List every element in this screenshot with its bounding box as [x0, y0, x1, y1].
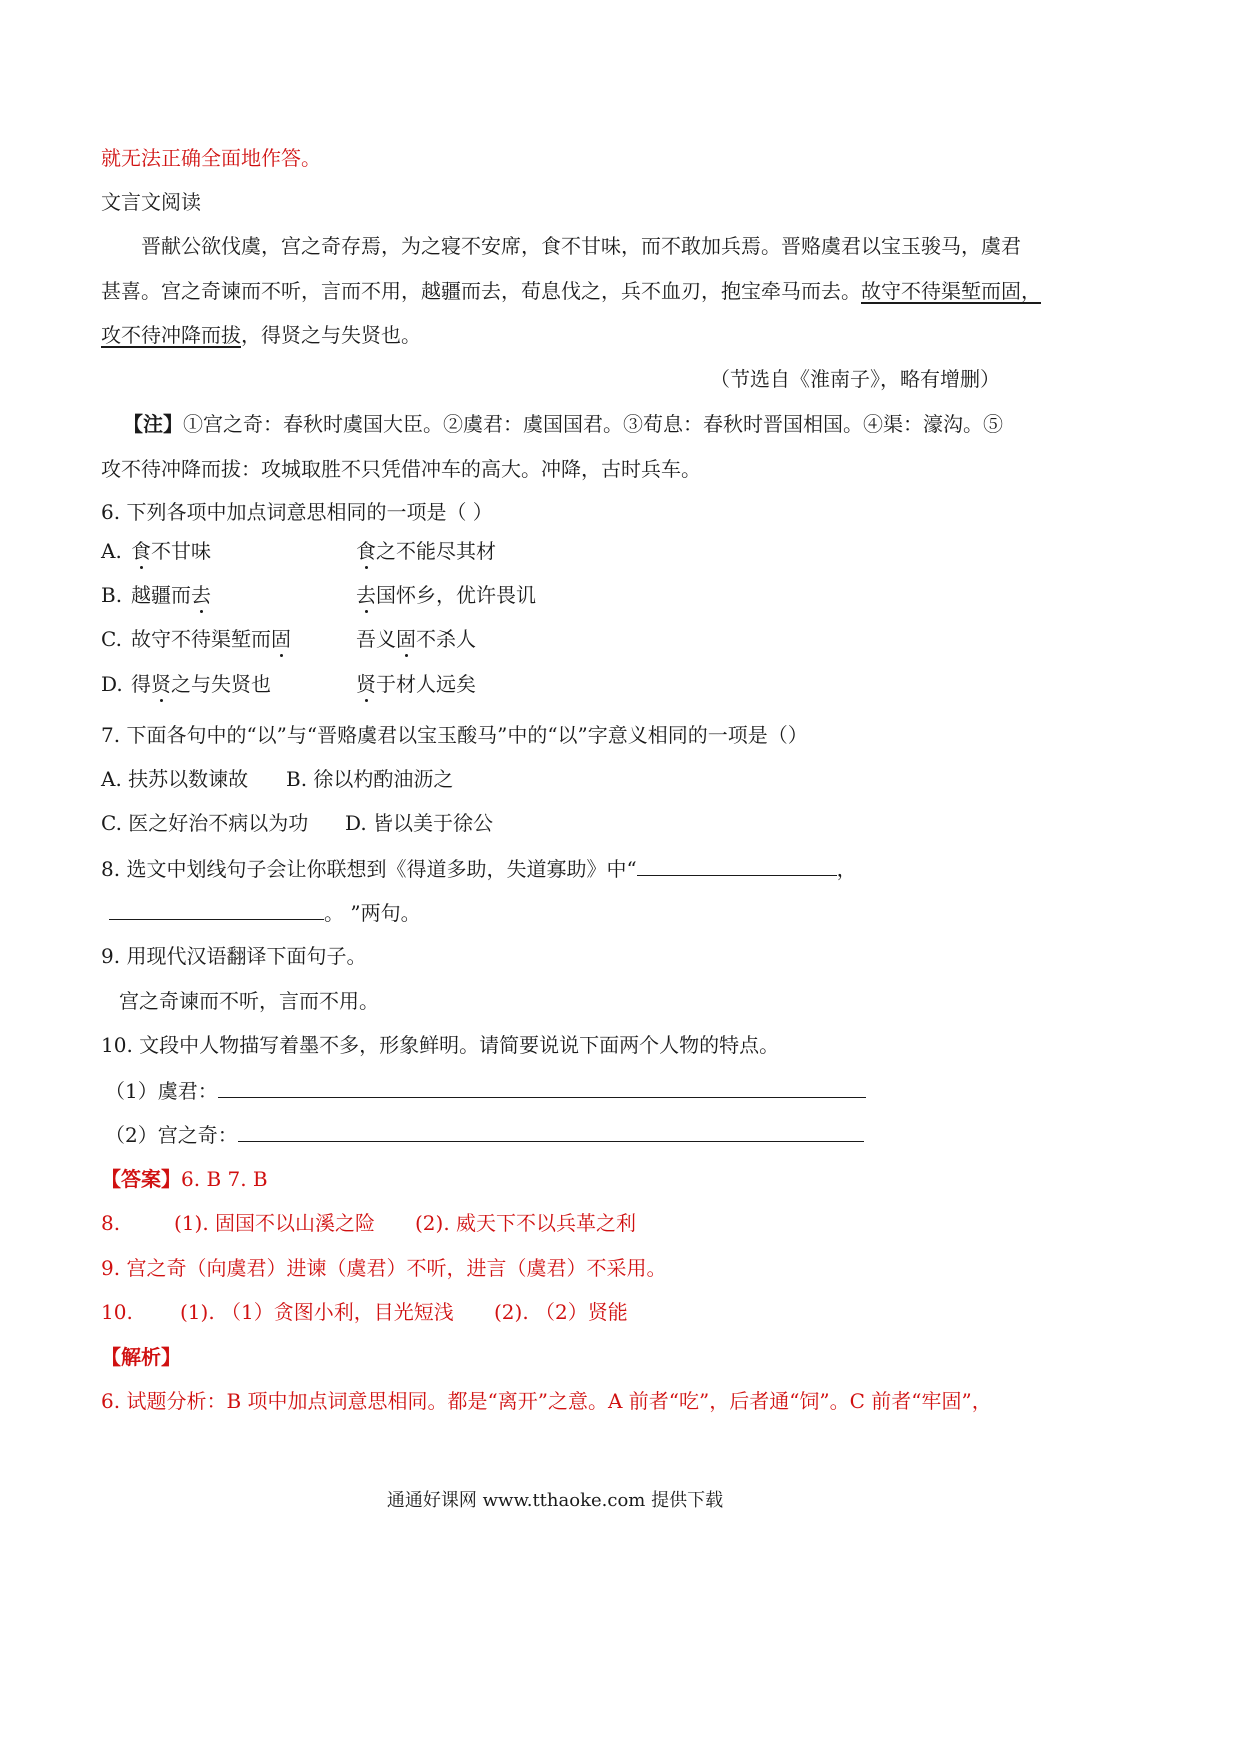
q6-option-c — [101, 626, 476, 652]
answer-10-num: 10. — [101, 1300, 133, 1324]
q7-option-b: B. 徐以杓酌油沥之 — [286, 767, 454, 791]
q6-option-a — [101, 538, 496, 564]
note-line-1 — [123, 411, 1003, 437]
question-9-stem: 9. 用现代汉语翻译下面句子。 — [101, 944, 367, 968]
intro-line: 就无法正确全面地作答。 — [101, 146, 321, 170]
question-8-stem — [101, 855, 857, 882]
note-label: 【注】 — [123, 412, 183, 436]
question-8-line-2 — [109, 899, 421, 926]
option-right: 去国怀乡，优许畏讥 — [356, 583, 536, 607]
option-left: 故守不待渠堑而固 — [131, 627, 291, 651]
q6-option-d — [101, 671, 476, 697]
answers-10 — [101, 1299, 628, 1325]
dotted-char: 固 — [396, 627, 416, 651]
answer-blank-2[interactable] — [109, 899, 324, 920]
answers-9: 9. 宫之奇（向虞君）进谏（虞君）不听，进言（虞君）不采用。 — [101, 1256, 667, 1280]
q7-option-d: D. 皆以美于徐公 — [345, 811, 494, 835]
passage-text: ，得贤之与失贤也。 — [241, 323, 421, 347]
dotted-char: 食 — [131, 539, 151, 563]
q7-option-c: C. 医之好治不病以为功 — [101, 811, 309, 835]
option-letter: D. — [101, 672, 123, 696]
passage-line-2 — [101, 278, 1041, 304]
answer-10-part-2: (2). （2）贤能 — [494, 1300, 628, 1324]
q10-item-1 — [105, 1077, 866, 1104]
dotted-char: 去 — [191, 583, 211, 607]
underlined-sentence: 故守不待渠堑而固， — [861, 279, 1041, 303]
option-right: 食之不能尽其材 — [356, 539, 496, 563]
underlined-sentence: 攻不待冲降而拔 — [101, 323, 241, 347]
question-6-stem: 6. 下列各项中加点词意思相同的一项是（ ） — [101, 500, 493, 524]
question-7-stem: 7. 下面各句中的“以”与“晋赂虞君以宝玉酸马”中的“以”字意义相同的一项是（） — [101, 723, 808, 747]
question-10-stem: 10. 文段中人物描写着墨不多，形象鲜明。请简要说说下面两个人物的特点。 — [101, 1033, 780, 1057]
q7-option-a: A. 扶苏以数谏故 — [101, 767, 249, 791]
option-letter: A. — [101, 539, 122, 563]
answers-8 — [101, 1210, 637, 1236]
answers-6-7: 6. B 7. B — [181, 1167, 268, 1191]
page-footer: 通通好课网 www.tthaoke.com 提供下载 — [386, 1490, 724, 1511]
option-left: 食不甘味 — [131, 539, 211, 563]
q8-stem-text: 8. 选文中划线句子会让你联想到《得道多助，失道寡助》中“ — [101, 857, 637, 881]
answer-line-1[interactable] — [218, 1077, 866, 1098]
answer-blank-1[interactable] — [637, 855, 837, 876]
q10-item-2 — [105, 1121, 864, 1148]
analysis-line-1: 6. 试题分析：B 项中加点词意思相同。都是“离开”之意。A 前者“吃”，后者通“饲”。C 前者“牢固”， — [101, 1389, 992, 1413]
passage-line-3 — [101, 322, 421, 348]
dotted-char: 贤 — [151, 672, 171, 696]
option-left: 得贤之与失贤也 — [131, 672, 271, 696]
passage-text: 甚喜。宫之奇谏而不听，言而不用，越疆而去，荀息伐之，兵不血刃，抱宝牵马而去。 — [101, 279, 861, 303]
dotted-char: 去 — [356, 583, 376, 607]
q6-option-b — [101, 582, 536, 608]
option-letter: B. — [101, 583, 123, 607]
section-title: 文言文阅读 — [101, 190, 201, 214]
note-text: ①宫之奇：春秋时虞国大臣。②虞君：虞国国君。③荀息：春秋时晋国相国。④渠：濠沟。⑤ — [183, 412, 1003, 436]
q8-comma: ， — [836, 857, 857, 881]
option-left: 越疆而去 — [131, 583, 211, 607]
q7-row-2 — [101, 810, 494, 836]
q9-sentence: 宫之奇谏而不听，言而不用。 — [119, 989, 379, 1013]
option-right: 吾义固不杀人 — [356, 627, 476, 651]
passage-line-1: 晋献公欲伐虞，宫之奇存焉，为之寝不安席，食不甘味，而不敢加兵焉。晋赂虞君以宝玉骏马，虞君 — [141, 234, 1021, 258]
q7-row-1 — [101, 766, 454, 792]
answer-8-part-2: (2). 威天下不以兵革之利 — [415, 1211, 637, 1235]
answer-line-2[interactable] — [238, 1121, 864, 1142]
option-letter: C. — [101, 627, 122, 651]
answer-8-part-1: (1). 固国不以山溪之险 — [174, 1211, 376, 1235]
answer-10-part-1: (1). （1）贪图小利，目光短浅 — [180, 1300, 454, 1324]
answer-8-num: 8. — [101, 1211, 121, 1235]
passage-source: （节选自《淮南子》，略有增删） — [710, 367, 1000, 391]
answers-label: 【答案】 — [101, 1167, 181, 1191]
answers-line-1 — [101, 1166, 268, 1192]
dotted-char: 固 — [271, 627, 291, 651]
q8-tail: 。 ”两句。 — [324, 901, 421, 925]
dotted-char: 贤 — [356, 672, 376, 696]
q10-item-1-label: （1）虞君： — [105, 1079, 218, 1103]
option-right: 贤于材人远矣 — [356, 672, 476, 696]
dotted-char: 食 — [356, 539, 376, 563]
q10-item-2-label: （2）宫之奇： — [105, 1123, 238, 1147]
analysis-label: 【解析】 — [101, 1345, 181, 1369]
note-line-2: 攻不待冲降而拔：攻城取胜不只凭借冲车的高大。冲降，古时兵车。 — [101, 457, 701, 481]
